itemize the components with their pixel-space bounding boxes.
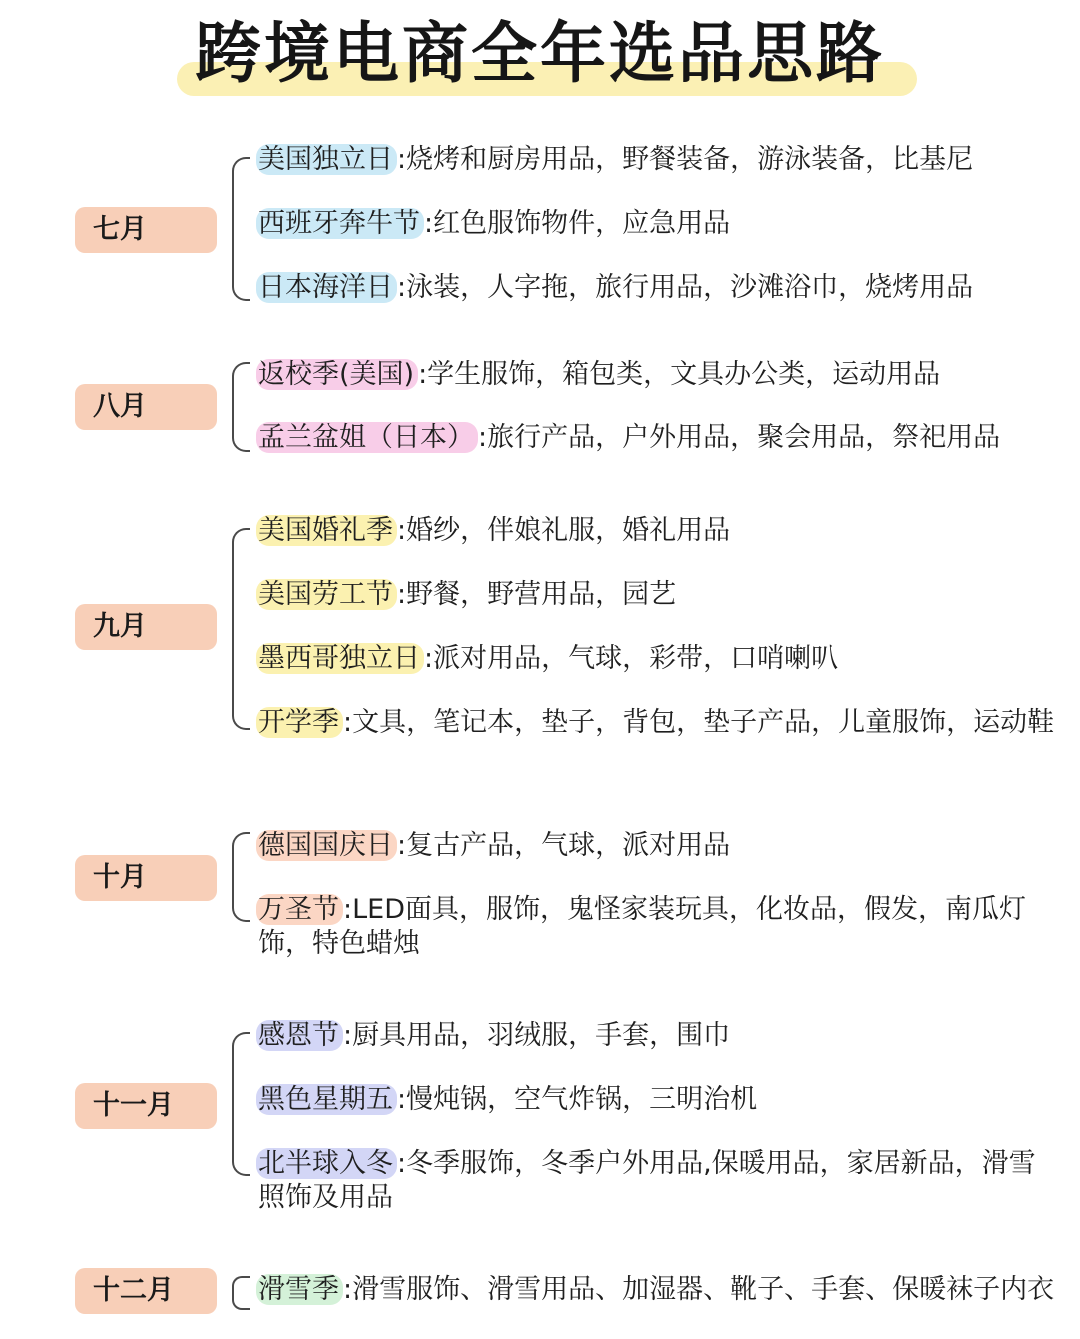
- event-name: 孟兰盆姐（日本）: [256, 422, 478, 453]
- event-name: 滑雪季: [256, 1274, 343, 1305]
- event-name: 感恩节: [256, 1020, 343, 1051]
- event-item: [258, 271, 1058, 305]
- event-name: 美国独立日: [256, 144, 397, 175]
- event-detail: :野餐，野营用品，园艺: [397, 579, 677, 610]
- month-label: 十二月: [75, 1268, 217, 1314]
- event-item: [258, 829, 1058, 863]
- event-name: 返校季(美国): [256, 359, 418, 390]
- event-detail: :泳装，人字拖，旅行用品，沙滩浴巾，烧烤用品: [397, 272, 974, 303]
- month-label: 九月: [75, 604, 217, 650]
- event-item: [258, 1019, 1058, 1053]
- brace: [232, 362, 250, 452]
- event-item: [258, 514, 1058, 548]
- event-detail: :文具，笔记本，垫子，背包，垫子产品，儿童服饰，运动鞋: [343, 707, 1055, 738]
- event-name: 黑色星期五: [256, 1084, 397, 1115]
- event-item: [258, 1083, 1058, 1117]
- month-label: 十一月: [75, 1083, 217, 1129]
- event-item: [258, 1273, 1058, 1307]
- brace: [232, 832, 250, 922]
- event-detail: :LED面具，服饰，鬼怪家装玩具，化妆品，假发，南瓜灯饰，特色蜡烛: [258, 894, 1026, 959]
- month-label: 八月: [75, 384, 217, 430]
- event-name: 墨西哥独立日: [256, 643, 424, 674]
- event-item: [258, 1147, 1058, 1215]
- event-detail: :红色服饰物件，应急用品: [424, 208, 731, 239]
- brace: [232, 1276, 250, 1310]
- event-detail: :慢炖锅，空气炸锅，三明治机: [397, 1084, 758, 1115]
- event-item: [258, 358, 1058, 392]
- month-label: 十月: [75, 855, 217, 901]
- event-detail: :复古产品，气球，派对用品: [397, 830, 731, 861]
- event-name: 北半球入冬: [256, 1148, 397, 1179]
- event-item: [258, 421, 1058, 455]
- event-detail: :厨具用品，羽绒服，手套，围巾: [343, 1020, 731, 1051]
- event-item: [258, 893, 1058, 961]
- title-area: [0, 8, 1080, 100]
- brace: [232, 157, 250, 301]
- event-detail: :学生服饰，箱包类，文具办公类，运动用品: [418, 359, 941, 390]
- event-item: [258, 706, 1058, 740]
- brace: [232, 528, 250, 730]
- event-detail: :冬季服饰，冬季户外用品,保暖用品，家居新品，滑雪照饰及用品: [258, 1148, 1036, 1213]
- event-name: 美国婚礼季: [256, 515, 397, 546]
- event-detail: :滑雪服饰、滑雪用品、加湿器、靴子、手套、保暖袜子内衣: [343, 1274, 1055, 1305]
- event-name: 日本海洋日: [256, 272, 397, 303]
- event-name: 西班牙奔牛节: [256, 208, 424, 239]
- event-name: 德国国庆日: [256, 830, 397, 861]
- page-title: 跨境电商全年选品思路: [189, 8, 891, 100]
- event-name: 万圣节: [256, 894, 343, 925]
- month-label: 七月: [75, 207, 217, 253]
- event-detail: :烧烤和厨房用品，野餐装备，游泳装备，比基尼: [397, 144, 974, 175]
- event-name: 美国劳工节: [256, 579, 397, 610]
- brace: [232, 1032, 250, 1176]
- event-item: [258, 207, 1058, 241]
- event-detail: :派对用品，气球，彩带，口哨喇叭: [424, 643, 839, 674]
- event-item: [258, 143, 1058, 177]
- event-detail: :婚纱，伴娘礼服，婚礼用品: [397, 515, 731, 546]
- event-detail: :旅行产品，户外用品，聚会用品，祭祀用品: [478, 422, 1001, 453]
- event-item: [258, 642, 1058, 676]
- event-item: [258, 578, 1058, 612]
- event-name: 开学季: [256, 707, 343, 738]
